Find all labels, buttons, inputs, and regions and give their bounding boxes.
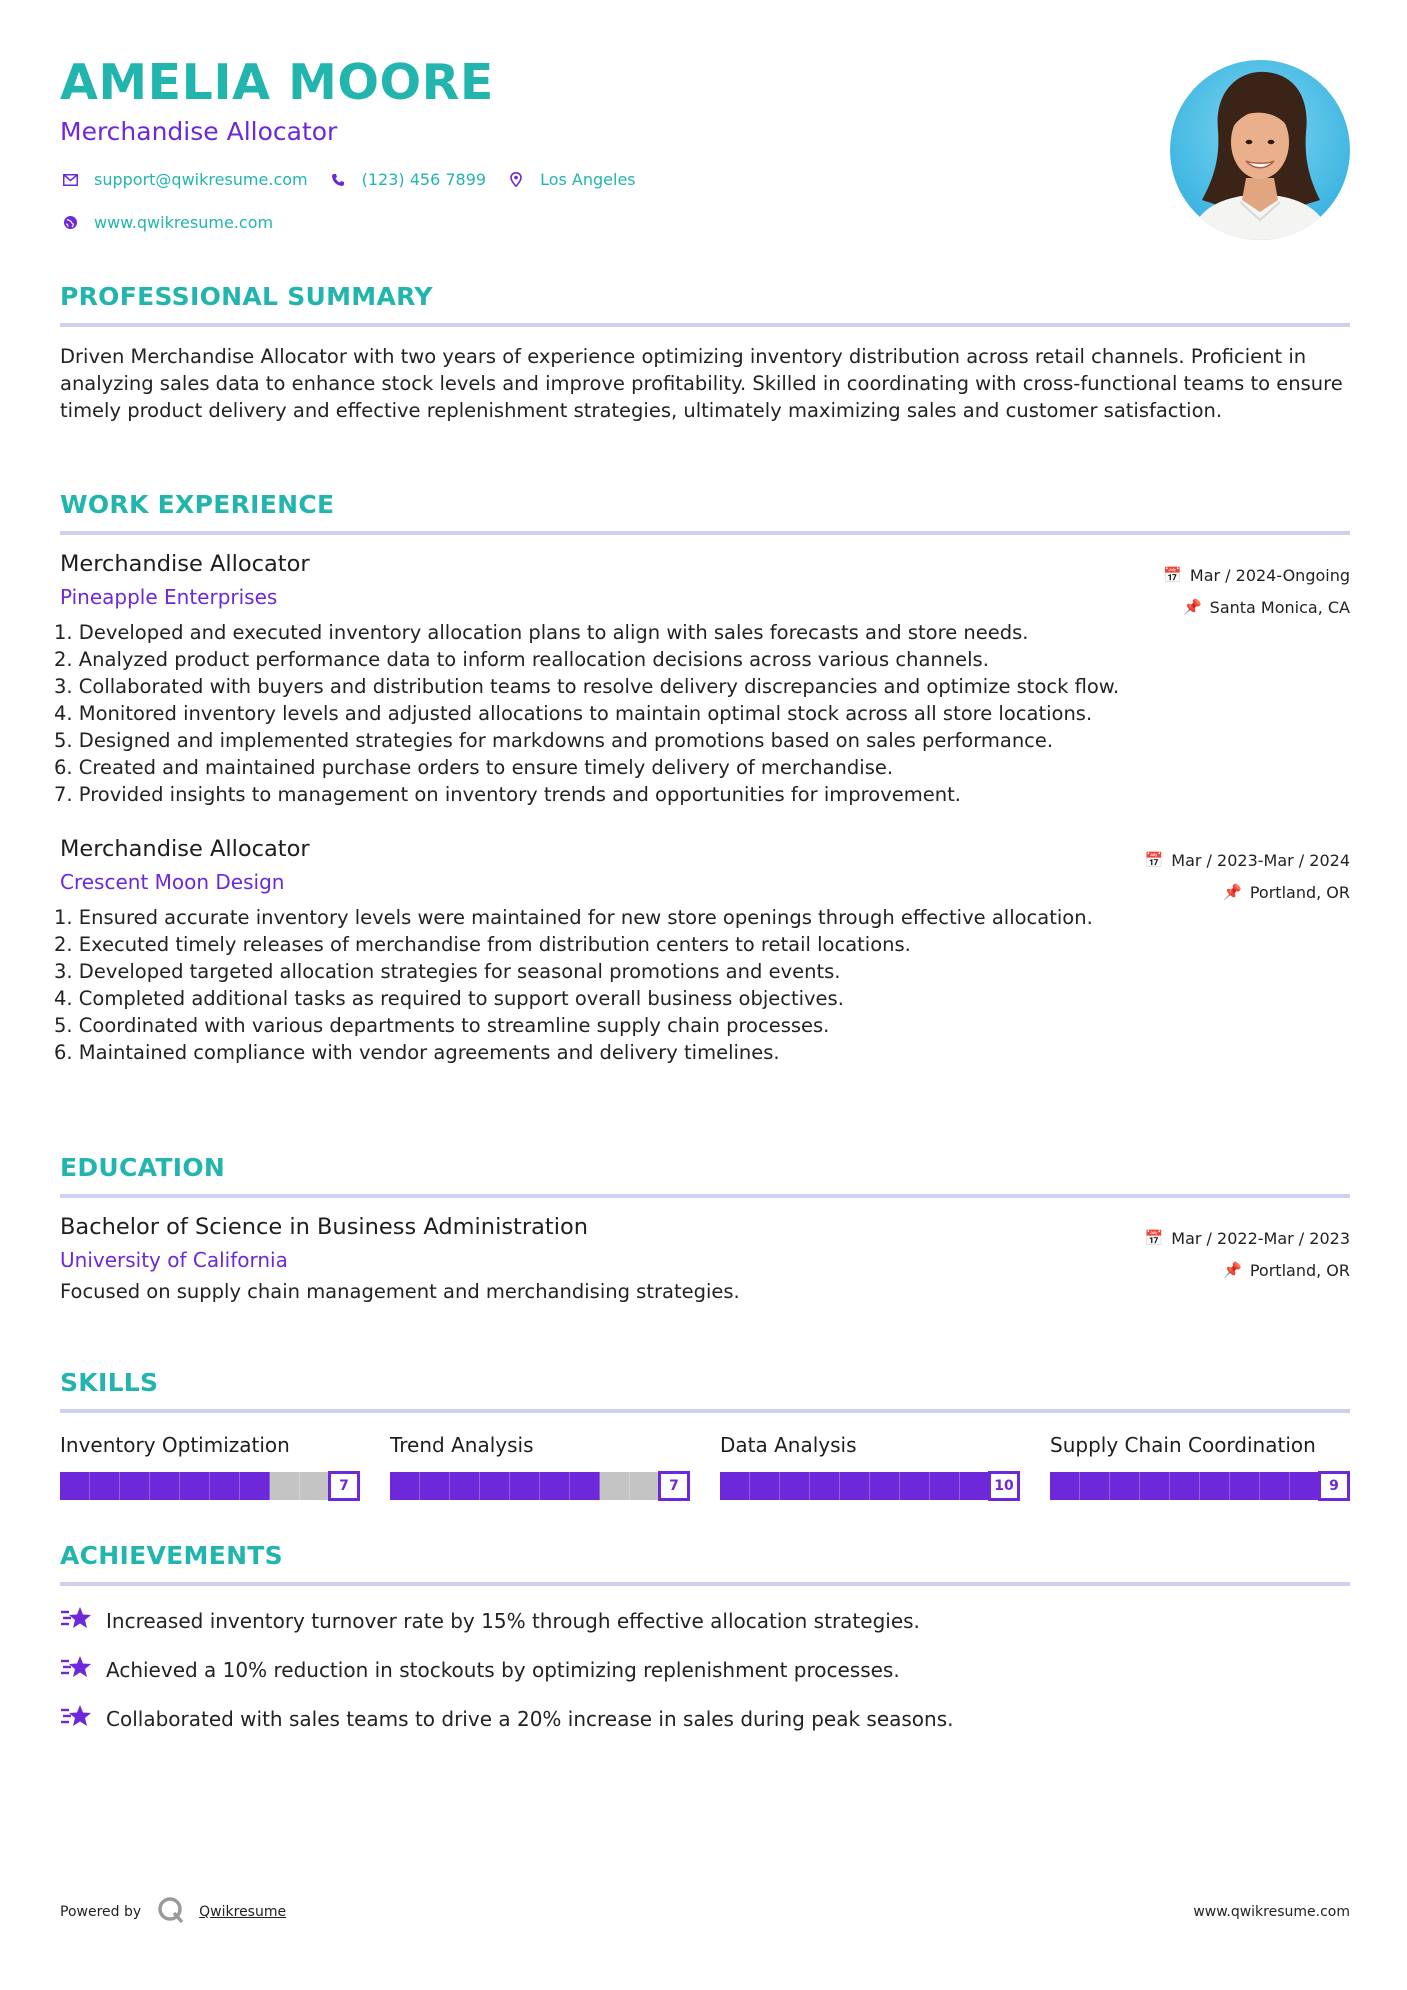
page-footer (60, 1896, 1350, 1928)
list-item: 5. Designed and implemented strategies for markdowns and promotions based on sales performance. (54, 729, 1054, 752)
achievements-section (60, 1541, 1350, 1733)
skill-bar-segment (300, 1472, 330, 1500)
job-bullets (54, 619, 1350, 808)
skill-bar-segment (1140, 1472, 1170, 1500)
skill-bar-segment (420, 1472, 450, 1500)
section-divider (60, 323, 1350, 327)
education-location: Portland, OR (1249, 1260, 1350, 1280)
footer-website[interactable]: www.qwikresume.com (1193, 1904, 1350, 1920)
section-title: PROFESSIONAL SUMMARY (60, 282, 433, 311)
skill-bar-segment (480, 1472, 510, 1500)
skill-bar-segment (720, 1472, 750, 1500)
contact-phone[interactable] (328, 170, 486, 189)
skill-bar-segment (1170, 1472, 1200, 1500)
phone-text[interactable]: (123) 456 7899 (361, 170, 487, 189)
skill-bar-segment (450, 1472, 480, 1500)
skill-bar-segment (870, 1472, 900, 1500)
education-description: Focused on supply chain management and merchandising strategies. (60, 1280, 740, 1303)
skill-name: Trend Analysis (390, 1433, 534, 1457)
section-title: ACHIEVEMENTS (60, 1541, 283, 1570)
contact-row (60, 170, 1350, 189)
envelope-icon (60, 174, 80, 186)
job-title: Merchandise Allocator (60, 551, 310, 577)
skill-bar-segment (60, 1472, 90, 1500)
skill-item (720, 1433, 1020, 1501)
pushpin-icon: 📌 (1182, 598, 1202, 616)
contact-location (506, 170, 636, 189)
skill-bar-segment (1260, 1472, 1290, 1500)
skill-bar-segment (180, 1472, 210, 1500)
job-meta (1145, 844, 1350, 908)
job-meta (1163, 559, 1350, 623)
skill-bar-segment (930, 1472, 960, 1500)
school-name: University of California (60, 1248, 288, 1272)
phone-icon (328, 173, 348, 187)
skill-bar (1050, 1471, 1350, 1501)
list-item: 2. Analyzed product performance data to inform reallocation decisions across various channels. (54, 648, 989, 671)
job-entry (54, 836, 1350, 1066)
calendar-icon: 📅 (1163, 566, 1182, 584)
skill-bar-segment (90, 1472, 120, 1500)
skill-bar-segment (1230, 1472, 1260, 1500)
achievement-text: Collaborated with sales teams to drive a 20% increase in sales during peak seasons. (106, 1706, 954, 1731)
skill-bar-segment (840, 1472, 870, 1500)
skill-bar-segment (1110, 1472, 1140, 1500)
profile-photo (1170, 60, 1350, 240)
education-section (60, 1153, 1350, 1303)
job-date: Mar / 2024-Ongoing (1189, 565, 1350, 585)
company-name: Pineapple Enterprises (60, 585, 278, 609)
shooting-star-icon (60, 1655, 94, 1684)
company-name: Crescent Moon Design (60, 870, 285, 894)
achievement-item (60, 1704, 1350, 1733)
skill-bar-segment (510, 1472, 540, 1500)
globe-icon (60, 215, 80, 230)
list-item: 7. Provided insights to management on inventory trends and opportunities for improvement. (54, 783, 961, 806)
skill-bar-segment (780, 1472, 810, 1500)
list-item: 5. Coordinated with various departments to streamline supply chain processes. (54, 1014, 830, 1037)
job-entry (54, 551, 1350, 808)
skill-bar (390, 1471, 690, 1501)
skill-level: 7 (658, 1471, 690, 1501)
section-title: SKILLS (60, 1368, 159, 1397)
brand-link[interactable]: Qwikresume (199, 1904, 287, 1920)
summary-text: Driven Merchandise Allocator with two years of experience optimizing inventory distribution across retail channels. Proficient in analyzing sales data to enhance stock levels and improve profitability. Skilled in coordinating with cross-functional teams to ensure timely product delivery and effective replenishment strategies, ultimately maximizing sales and customer satisfaction. (60, 345, 1343, 422)
job-location: Portland, OR (1249, 882, 1350, 902)
skill-level: 10 (988, 1471, 1020, 1501)
resume-header (60, 54, 1350, 248)
skill-bar-segment (1290, 1472, 1320, 1500)
section-divider (60, 1582, 1350, 1586)
skill-bar-segment (600, 1472, 630, 1500)
candidate-role: Merchandise Allocator (60, 117, 338, 146)
qwikresume-logo-icon (157, 1896, 185, 1928)
job-location: Santa Monica, CA (1209, 597, 1350, 617)
list-item: 4. Monitored inventory levels and adjusted allocations to maintain optimal stock across all store locations. (54, 702, 1093, 725)
skill-bar-segment (270, 1472, 300, 1500)
list-item: 6. Maintained compliance with vendor agreements and delivery timelines. (54, 1041, 780, 1064)
achievement-item (60, 1655, 1350, 1684)
degree-title: Bachelor of Science in Business Administration (60, 1214, 589, 1240)
skill-bar-segment (150, 1472, 180, 1500)
pushpin-icon: 📌 (1223, 883, 1242, 901)
location-text: Los Angeles (540, 170, 636, 189)
skill-name: Data Analysis (720, 1433, 857, 1457)
calendar-icon: 📅 (1144, 1229, 1164, 1247)
contact-email[interactable] (60, 170, 308, 189)
skill-level: 7 (328, 1471, 360, 1501)
list-item: 6. Created and maintained purchase orders to ensure timely delivery of merchandise. (54, 756, 894, 779)
achievement-text: Increased inventory turnover rate by 15% through effective allocation strategies. (106, 1608, 920, 1633)
email-text[interactable]: support@qwikresume.com (94, 170, 308, 189)
skill-bar-segment (390, 1472, 420, 1500)
skill-name: Supply Chain Coordination (1050, 1433, 1316, 1457)
experience-section (54, 490, 1350, 1066)
list-item: 4. Completed additional tasks as required to support overall business objectives. (54, 987, 844, 1010)
skill-bar-segment (1050, 1472, 1080, 1500)
skill-item (1050, 1433, 1350, 1501)
section-divider (60, 1409, 1350, 1413)
skill-bar-segment (540, 1472, 570, 1500)
pushpin-icon: 📌 (1223, 1261, 1242, 1279)
map-pin-icon (506, 172, 526, 187)
list-item: 2. Executed timely releases of merchandise from distribution centers to retail locations. (54, 933, 911, 956)
section-title: WORK EXPERIENCE (60, 490, 335, 519)
summary-section (60, 282, 1350, 424)
education-date: Mar / 2022-Mar / 2023 (1171, 1228, 1350, 1248)
skill-bar (720, 1471, 1020, 1501)
contact-row-2 (60, 213, 1350, 232)
section-divider (60, 531, 1350, 535)
candidate-name: AMELIA MOORE (60, 54, 494, 111)
job-title: Merchandise Allocator (60, 836, 310, 862)
skill-bar-segment (210, 1472, 240, 1500)
skill-bar (60, 1471, 360, 1501)
shooting-star-icon (60, 1606, 94, 1635)
skill-bar-segment (900, 1472, 930, 1500)
skill-item (390, 1433, 690, 1501)
skill-bar-segment (750, 1472, 780, 1500)
skill-name: Inventory Optimization (60, 1433, 290, 1457)
shooting-star-icon (60, 1704, 94, 1733)
skill-level: 9 (1318, 1471, 1350, 1501)
calendar-icon: 📅 (1144, 851, 1164, 869)
footer-branding (60, 1896, 286, 1928)
achievement-item (60, 1606, 1350, 1635)
education-meta (1145, 1222, 1350, 1286)
list-item: 3. Developed targeted allocation strategies for seasonal promotions and events. (54, 960, 841, 983)
skill-bar-segment (1200, 1472, 1230, 1500)
skills-section (60, 1368, 1350, 1501)
section-title: EDUCATION (60, 1153, 226, 1182)
skill-bar-segment (120, 1472, 150, 1500)
skill-bar-segment (630, 1472, 660, 1500)
job-bullets (54, 904, 1350, 1066)
list-item: 3. Collaborated with buyers and distribution teams to resolve delivery discrepancies and optimize stock flow. (54, 675, 1120, 698)
list-item: 1. Developed and executed inventory allocation plans to align with sales forecasts and store needs. (54, 621, 1029, 644)
education-entry (60, 1214, 1350, 1303)
job-date: Mar / 2023-Mar / 2024 (1171, 850, 1350, 870)
skill-bar-segment (240, 1472, 270, 1500)
skill-bar-segment (960, 1472, 990, 1500)
contact-website[interactable] (60, 213, 273, 232)
skills-grid (60, 1433, 1350, 1501)
section-divider (60, 1194, 1350, 1198)
skill-item (60, 1433, 360, 1501)
skill-bar-segment (570, 1472, 600, 1500)
achievement-text: Achieved a 10% reduction in stockouts by optimizing replenishment processes. (106, 1657, 900, 1682)
skill-bar-segment (1080, 1472, 1110, 1500)
powered-by-label: Powered by (60, 1904, 142, 1920)
website-text[interactable]: www.qwikresume.com (94, 213, 274, 232)
list-item: 1. Ensured accurate inventory levels were maintained for new store openings through effective allocation. (54, 906, 1093, 929)
skill-bar-segment (810, 1472, 840, 1500)
